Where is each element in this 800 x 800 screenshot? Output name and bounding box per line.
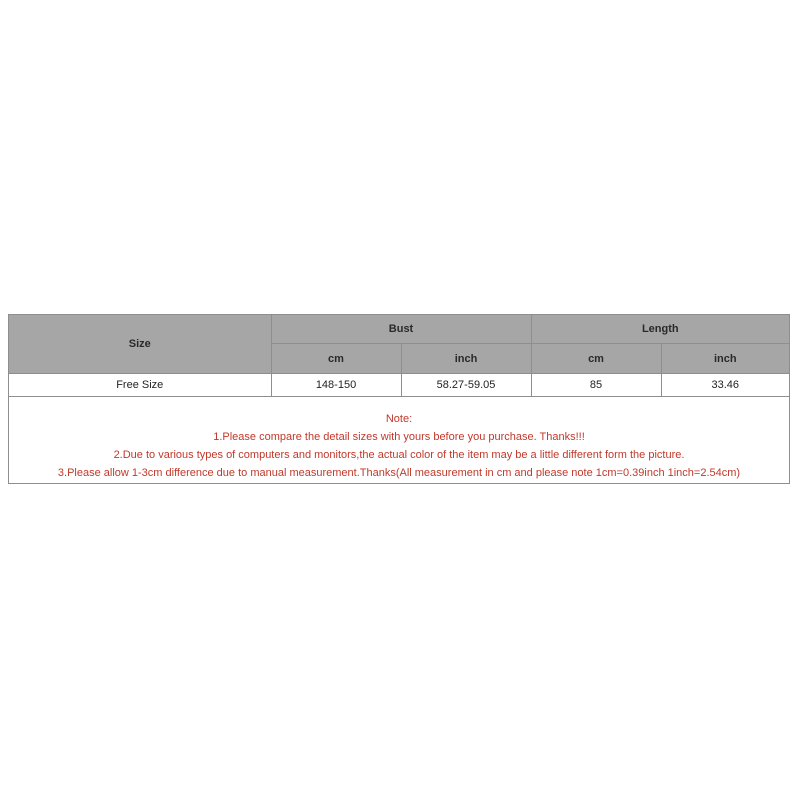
note-title: Note: bbox=[385, 413, 413, 425]
size-cell: Free Size bbox=[9, 374, 271, 397]
length-cm-cell: 85 bbox=[531, 374, 661, 397]
length-inch-cell: 33.46 bbox=[661, 374, 789, 397]
length-group-header: Length bbox=[531, 315, 789, 344]
note-line-1: 1.Please compare the detail sizes with yours before you purchase. Thanks!!! bbox=[213, 431, 585, 443]
length-inch-header: inch bbox=[661, 344, 789, 374]
note-block bbox=[9, 410, 789, 482]
size-table bbox=[9, 315, 789, 397]
bust-inch-cell: 58.27-59.05 bbox=[401, 374, 531, 397]
table-header-row bbox=[9, 315, 789, 344]
bust-cm-cell: 148-150 bbox=[271, 374, 401, 397]
bust-inch-header: inch bbox=[401, 344, 531, 374]
table-row bbox=[9, 374, 789, 397]
size-chart bbox=[8, 314, 790, 484]
bust-group-header: Bust bbox=[271, 315, 531, 344]
bust-cm-header: cm bbox=[271, 344, 401, 374]
note-line-2: 2.Due to various types of computers and monitors,the actual color of the item may be a little different form the picture. bbox=[113, 449, 685, 461]
length-cm-header: cm bbox=[531, 344, 661, 374]
size-column-header: Size bbox=[9, 315, 271, 374]
note-line-3: 3.Please allow 1-3cm difference due to manual measurement.Thanks(All measurement in cm and please note 1cm=0.39inch 1inch=2.54cm) bbox=[57, 467, 741, 479]
